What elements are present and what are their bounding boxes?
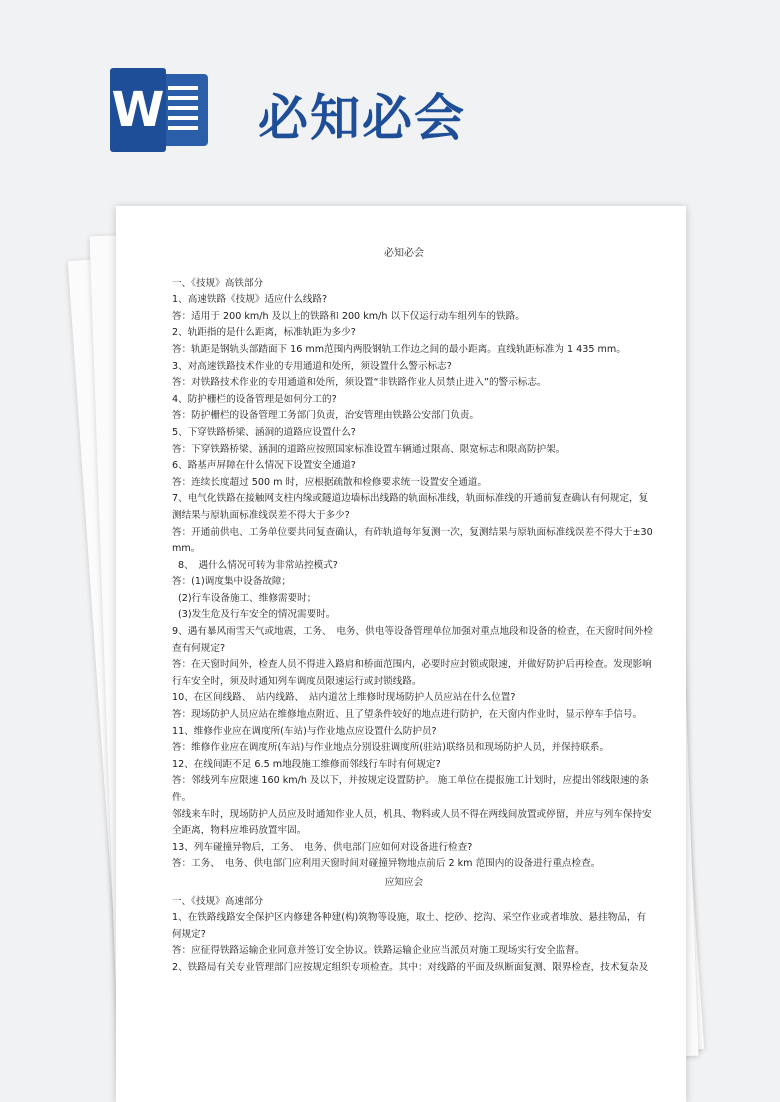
paragraph: 邻线来车时，现场防护人员应及时通知作业人员，机具、物料或人员不得在两线间放置或停留，并应与列车保持安全距离，物料应堆码放置牢固。 [172,808,652,837]
paragraph: 答：维修作业应在调度所(车站)与作业地点分别设驻调度所(驻站)联络员和现场防护人员，并保持联系。 [172,742,610,754]
banner-title: 必知必会 [258,88,466,147]
word-logo-icon [110,68,210,152]
paragraph: 7、电气化铁路在接触网支柱内缘或隧道边墙标出线路的轨面标准线，轨面标准线的开通前复查确认有何规定，复测结果与原轨面标准线误差不得大于多少? [172,493,649,521]
paragraph: 答：开通前供电、工务单位要共同复查确认，有砟轨道每年复测一次，复测结果与原轨面标准线误差不得大于±30 mm。 [172,526,653,555]
banner [0,0,780,200]
paragraph: 答：应征得铁路运输企业同意并签订安全协议。铁路运输企业应当派员对施工现场实行安全监督。 [172,945,585,957]
paragraph: 13、列车碰撞异物后，工务、 电务、供电部门应如何对设备进行检查? [172,841,473,853]
paragraph: 一、《技规》高速部分 [172,895,264,907]
paragraph: 8、 遇什么情况可转为非常站控模式? [178,559,338,571]
document-page [116,206,686,1102]
paragraph: 答：(1)调度集中设备故障； [172,576,292,588]
paragraph: 1、高速铁路《技规》适应什么线路? [172,294,328,306]
paragraph: 一、《技规》高铁部分 [172,277,264,289]
paragraph: 答：下穿铁路桥梁、涵洞的道路应按照国家标准设置车辆通过限高、限宽标志和限高防护架。 [172,443,566,455]
paragraph: 12、在线间距不足 6.5 m地段施工维修而邻线行车时有何规定? [172,758,441,770]
word-logo-letter: W [110,68,166,152]
paragraph: 1、在铁路线路安全保护区内修建各种建(构)筑物等设施，取土、挖砂、挖沟、采空作业或者堆放、悬挂物品，有何规定? [172,912,647,940]
paragraph: 2、轨距指的是什么距离，标准轨距为多少? [172,327,356,339]
paragraph: 3、对高速铁路技术作业的专用通道和处所，须设置什么警示标志? [172,360,452,372]
paragraph: 9、遇有暴风雨雪天气或地震，工务、 电务、供电等设备管理单位加强对重点地段和设备的检查，在天窗时间外检查有何规定? [172,626,653,654]
section-heading: 应知应会 [384,876,424,888]
document-title: 必知必会 [384,248,424,259]
paragraph: 答：工务、 电务、供电部门应利用天窗时间对碰撞异物地点前后 2 km 范围内的设备进行重点检查。 [172,858,601,870]
paragraph: (2)行车设备施工、维修需要时； [178,592,317,604]
paragraph: 答：轨距是钢轨头部踏面下 16 mm范围内两股钢轨工作边之间的最小距离。直线轨距标准为 1 435 mm。 [172,343,626,355]
paragraph: 答：在天窗时间外，检查人员不得进入路肩和桥面范围内，必要时应封锁或限速，并做好防护后再检查。发现影响行车安全时，须及时通知列车调度员限速运行或封锁线路。 [172,659,652,687]
paragraph: 答：现场防护人员应站在维修地点附近、且了望条件较好的地点进行防护，在天窗内作业时，显示停车手信号。 [172,709,643,721]
paragraph: (3)发生危及行车安全的情况需要时。 [178,609,336,621]
document-content [154,246,654,977]
paragraph: 4、防护栅栏的设备管理是如何分工的? [172,393,337,405]
paragraph: 10、在区间线路、 站内线路、 站内道岔上维修时现场防护人员应站在什么位置? [172,692,516,704]
paragraph: 5、下穿铁路桥梁、涵洞的道路应设置什么? [172,426,356,438]
paragraph: 2、铁路局有关专业管理部门应按规定组织专项检查。其中：对线路的平面及纵断面复测、限界检查，技术复杂及 [172,961,649,973]
paragraph: 答：连续长度超过 500 m 时，应根据疏散和检修要求统一设置安全通道。 [172,476,488,488]
paragraph: 答：防护栅栏的设备管理工务部门负责，治安管理由铁路公安部门负责。 [172,410,479,422]
paragraph: 11、维修作业应在调度所(车站)与作业地点应设置什么防护员? [172,725,437,737]
paragraph: 答：对铁路技术作业的专用通道和处所，须设置“非铁路作业人员禁止进入”的警示标志。 [172,377,547,389]
paragraph: 答：邻线列车应限速 160 km/h 及以下，并按规定设置防护。 施工单位在提报施工计划时，应提出邻线限速的条件。 [172,775,649,803]
paragraph: 答：适用于 200 km/h 及以上的铁路和 200 km/h 以下仅运行动车组列车的铁路。 [172,310,525,322]
paragraph: 6、路基声屏障在什么情况下设置安全通道? [172,460,356,472]
